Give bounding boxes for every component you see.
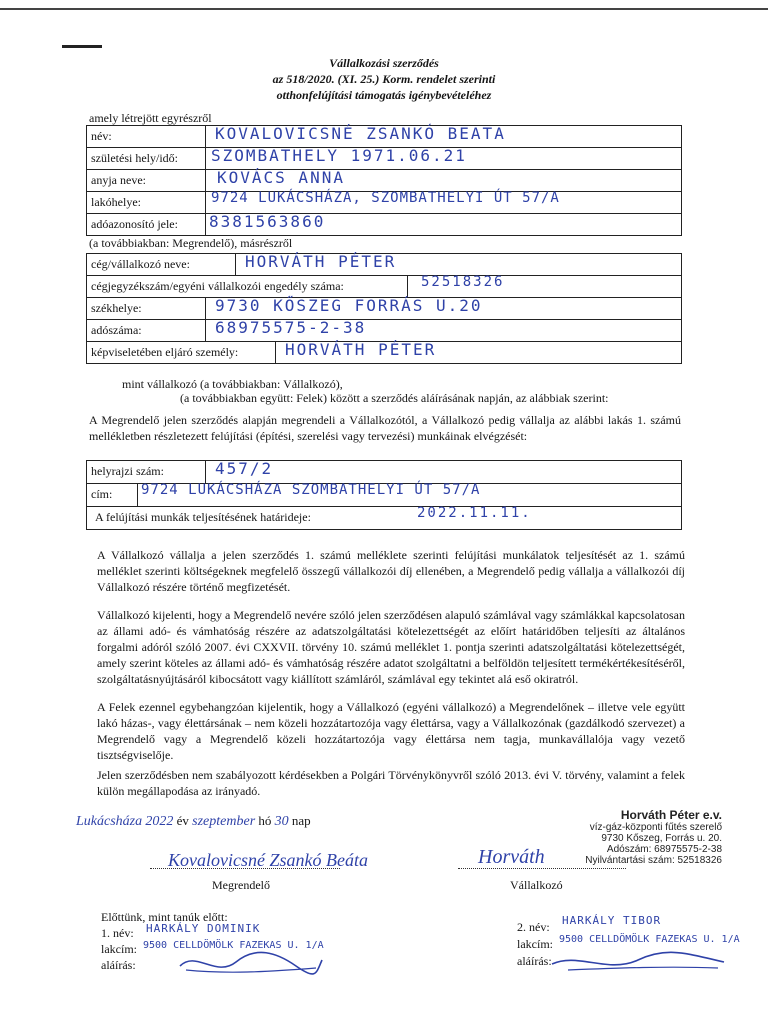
customer-birth-value[interactable]: SZOMBATHELY 1971.06.21 — [211, 146, 467, 165]
title-line-3: otthonfelújítási támogatás igénybevételéhez — [276, 88, 492, 102]
property-deadline-value[interactable]: 2022.11.11. — [417, 505, 532, 521]
contractor-signature-line — [458, 868, 626, 869]
title-line-2: az 518/2020. (XI. 25.) Korm. rendelet szerinti — [272, 72, 496, 86]
property-lot-value[interactable]: 457/2 — [215, 459, 274, 478]
property-deadline-row — [87, 507, 681, 530]
customer-signature-label: Megrendelő — [212, 878, 270, 892]
date-year-word: év — [176, 813, 189, 828]
contractor-company-row — [87, 254, 681, 276]
contractor-signature[interactable]: Horváth — [478, 846, 545, 868]
intro-text: amely létrejött egyrészről — [89, 111, 212, 125]
property-address-row — [87, 484, 681, 507]
contractor-seat-row — [87, 298, 681, 320]
date-year[interactable]: 2022 — [145, 814, 174, 829]
witness-1-name-label: 1. név: — [101, 926, 134, 940]
contractor-rep-row — [87, 342, 681, 364]
contractor-taxnum-row — [87, 320, 681, 342]
punch-mark — [62, 45, 102, 48]
witness-1-address-value[interactable]: 9500 CELLDÖMÖLK FAZEKAS U. 1/A — [143, 940, 324, 951]
stamp-line-2: 9730 Kőszeg, Forrás u. 20. — [601, 833, 722, 844]
property-address-value[interactable]: 9724 LUKÁCSHÁZA SZOMBATHELYI ÚT 57/A — [141, 482, 481, 498]
witness-2-name-label: 2. név: — [517, 920, 550, 934]
property-deadline-label: A felújítási munkák teljesítésének határideje: — [95, 510, 311, 524]
date-month[interactable]: szeptember — [192, 814, 256, 829]
customer-address-row — [87, 192, 681, 214]
stamp-line-3: Adószám: 68975575-2-38 — [606, 844, 722, 855]
customer-role-text: (a továbbiakban: Megrendelő), másrészről — [89, 236, 293, 250]
contractor-reg-row — [87, 276, 681, 298]
stamp-line-4: Nyilvántartási szám: 52518326 — [585, 855, 722, 866]
date-place[interactable]: Lukácsháza — [76, 814, 143, 829]
stamp-name: Horváth Péter e.v. — [620, 808, 722, 822]
witness-1-address-label: lakcím: — [101, 942, 137, 956]
date-day-word: nap — [291, 813, 311, 828]
contractor-role-line-2: (a továbbiakban együtt: Felek) között a szerződés aláírásának napján, az alábbiak szerint: — [180, 391, 609, 405]
witness-2-name-value[interactable]: HARKÁLY TIBOR — [562, 914, 662, 927]
witness-2-address-label: lakcím: — [517, 937, 553, 951]
contractor-rep-value[interactable]: HORVÁTH PÉTER — [285, 340, 437, 359]
customer-name-value[interactable]: KOVALOVICSNÉ ZSANKÓ BEATA — [215, 124, 506, 143]
contractor-taxnum-value[interactable]: 68975575-2-38 — [215, 318, 367, 337]
contractor-company-value[interactable]: HORVÁTH PÉTER — [245, 252, 397, 271]
property-table — [86, 460, 682, 530]
stamp-line-1: víz-gáz-központi fűtés szerelő — [589, 822, 722, 833]
customer-signature-line — [150, 868, 340, 869]
date-day[interactable]: 30 — [274, 814, 289, 829]
customer-signature[interactable]: Kovalovicsné Zsankó Beáta — [168, 850, 368, 870]
paragraph-relationship: A Felek ezennel egybehangzóan kijelentik, hogy a Vállalkozó (egyéni vállalkozó) a Megrendelőnek – illetve vele együtt lakó házas-, vagy élettársának – nem közeli hozzátartozója vagy élettársa, vagy a Vállalkozónak (gazdálkodó szervezet) a Megrendelő vagy a Megrendelő közeli hozzátartozója vagy élettársa nem tagja, munkavállalója vagy vezető tisztségviselője. — [97, 700, 685, 762]
date-line — [76, 814, 311, 829]
paragraph-tax-reporting: Vállalkozó kijelenti, hogy a Megrendelő nevére szóló jelen szerződésen alapuló számlával vagy számlákkal kapcsolatosan az állami adó- és vámhatóság részére az adatszolgáltatási kötelezettségét az előírt határidőben teljesíti az általános forgalmi adóról szóló 2007. évi CXXVII. törvény 10. számú melléklet 1. pontja szerinti adatszolgáltatási kötelezettségét, amely szerint köteles az állami adó- és vámhatóság részére adatot szolgáltatni a belföldön teljesített termékértékesítéséről, szolgáltatásnyújtásáról kibocsátott vagy kiállított számláról, számlával egy tekintet alá eső okiratról. — [97, 608, 685, 686]
witness-2-signature-scribble[interactable] — [548, 948, 728, 978]
title-line-1: Vállalkozási szerződés — [329, 56, 439, 70]
customer-mother-value[interactable]: KOVÁCS ANNA — [217, 168, 345, 187]
witness-2-signature-label: aláírás: — [517, 954, 552, 968]
customer-address-value[interactable]: 9724 LUKÁCSHÁZA, SZOMBATHELYI ÚT 57/A — [211, 190, 560, 206]
customer-name-label: név: — [91, 129, 112, 143]
customer-mother-row — [87, 170, 681, 192]
contractor-seat-label: székhelye: — [91, 301, 142, 315]
paragraph-obligation: A Vállalkozó vállalja a jelen szerződés 1. számú melléklete szerinti felújítási munkálatok teljesítését az 1. számú melléklet szerinti költségeknek megfelelő összegű vállalkozói díj ellenében, a Megrendelő pedig vállalja a vállalkozói díj Vállalkozó részére történő megfizetését. — [97, 548, 685, 594]
customer-tax-label: adóazonosító jele: — [91, 217, 178, 231]
company-stamp — [532, 808, 722, 866]
customer-mother-label: anyja neve: — [91, 173, 146, 187]
contractor-taxnum-label: adószáma: — [91, 323, 142, 337]
property-lot-label: helyrajzi szám: — [91, 464, 164, 478]
witness-1-name-value[interactable]: HARKÁLY DOMINIK — [146, 922, 261, 935]
customer-birth-label: születési hely/idő: — [91, 151, 178, 165]
property-address-label: cím: — [91, 487, 113, 501]
witness-1-signature-scribble[interactable] — [176, 948, 326, 980]
paragraph-governing-law: Jelen szerződésben nem szabályozott kérdésekben a Polgári Törvénykönyvről szóló 2013. évi V. törvény, valamint a felek külön megállapodása az irányadó. — [97, 768, 685, 798]
witness-intro: Előttünk, mint tanúk előtt: — [101, 910, 228, 924]
contractor-table — [86, 253, 682, 364]
customer-name-row — [87, 126, 681, 148]
contractor-rep-label: képviseletében eljáró személy: — [91, 345, 239, 359]
customer-birth-row — [87, 148, 681, 170]
customer-table — [86, 125, 682, 236]
customer-address-label: lakóhelye: — [91, 195, 141, 209]
property-lot-row — [87, 461, 681, 484]
contractor-signature-label: Vállalkozó — [510, 878, 563, 892]
date-month-word: hó — [258, 813, 272, 828]
witness-1-signature-label: aláírás: — [101, 958, 136, 972]
contractor-company-label: cég/vállalkozó neve: — [91, 257, 190, 271]
contractor-reg-value[interactable]: 52518326 — [421, 274, 505, 290]
customer-tax-row — [87, 214, 681, 236]
contractor-role-line-1: mint vállalkozó (a továbbiakban: Vállalkozó), — [122, 377, 343, 391]
contractor-seat-value[interactable]: 9730 KŐSZEG FORRÁS U.20 — [215, 296, 483, 315]
customer-tax-value[interactable]: 8381563860 — [209, 212, 326, 231]
paragraph-order: A Megrendelő jelen szerződés alapján megrendeli a Vállalkozótól, a Vállalkozó pedig vállalja az alábbi lakás 1. számú mellékletben részletezett felújítási (építési, szerelési vagy tervezési) munkáinak elvégzését: — [89, 413, 681, 443]
scan-edge-line — [0, 8, 768, 10]
witness-2-address-value[interactable]: 9500 CELLDÖMÖLK FAZEKAS U. 1/A — [559, 934, 740, 945]
document-title — [0, 55, 768, 103]
contractor-reg-label: cégjegyzékszám/egyéni vállalkozói engedély száma: — [91, 279, 344, 293]
